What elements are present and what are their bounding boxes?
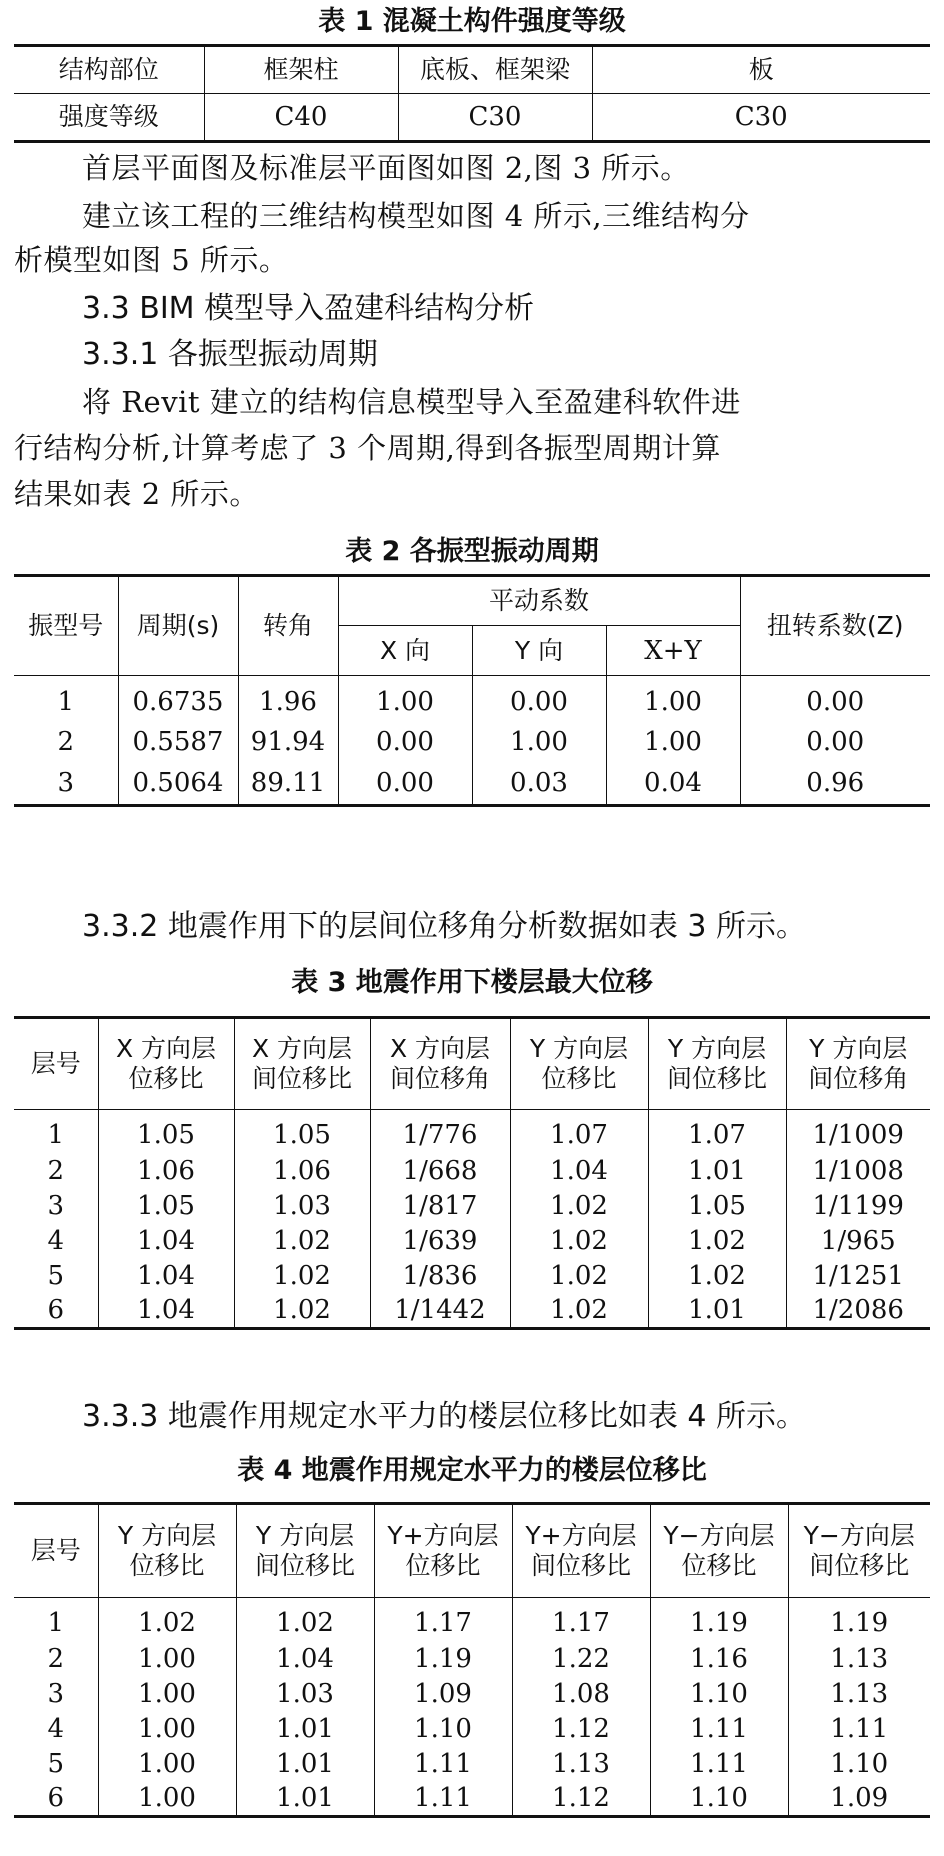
table-row [14, 1712, 930, 1747]
table-header-cell: Y+方向层 位移比 [374, 1504, 512, 1598]
table-cell: 0.00 [806, 726, 865, 757]
paragraph: 建立该工程的三维结构模型如图 4 所示,三维结构分 [82, 199, 750, 233]
table-cell: C30 [734, 102, 788, 132]
table-cell: 0.5064 [118, 762, 238, 806]
table-row [14, 1782, 930, 1817]
table-row [14, 94, 930, 142]
table-header-cell: X 方向层 间位移角 [370, 1018, 510, 1110]
table-cell: 1.07 [648, 1110, 786, 1154]
table-cell: 0.00 [338, 722, 472, 762]
table-cell: 1 [14, 1598, 98, 1642]
table-header-cell: 振型号 [14, 576, 118, 676]
table-cell: 1.13 [512, 1747, 650, 1782]
table-cell: 1.11 [374, 1782, 512, 1817]
table-cell: 3 [14, 1677, 98, 1712]
table-cell: 0.6735 [118, 676, 238, 722]
table-cell: 1.02 [98, 1598, 236, 1642]
table-cell: C40 [204, 94, 398, 142]
table-header-cell: X 方向层 位移比 [98, 1018, 234, 1110]
table-row [14, 722, 930, 762]
paragraph: 析模型如图 5 所示。 [14, 243, 289, 277]
table-cell: 1.03 [234, 1189, 370, 1224]
table-cell: 1.04 [98, 1224, 234, 1259]
table-cell: 0.5587 [118, 722, 238, 762]
table2-caption: 表 2 各振型振动周期 [345, 536, 599, 567]
table-header-cell: 转角 [238, 576, 338, 676]
paragraph: 3.3.2 地震作用下的层间位移角分析数据如表 3 所示。 [82, 909, 807, 944]
table-cell: 框架柱 [204, 46, 398, 94]
table-row [14, 46, 930, 94]
table-cell: 1.09 [830, 1783, 889, 1814]
table-cell: 1.16 [650, 1642, 788, 1677]
table-cell: 2 [14, 1642, 98, 1677]
table-cell: 1.17 [512, 1598, 650, 1642]
table-cell: 1.02 [510, 1224, 648, 1259]
table-cell: 1.00 [338, 676, 472, 722]
table-cell: 1.00 [98, 1747, 236, 1782]
table-row [14, 1677, 930, 1712]
table-cell: 1/668 [370, 1154, 510, 1189]
table3 [14, 1016, 930, 1330]
table-cell: 1.04 [98, 1259, 234, 1294]
table-header-row [14, 1018, 930, 1110]
table-cell: 1.01 [236, 1712, 374, 1747]
paragraph: 行结构分析,计算考虑了 3 个周期,得到各振型周期计算 [14, 431, 721, 465]
table-cell: 1.06 [234, 1154, 370, 1189]
table-cell: 1.04 [510, 1154, 648, 1189]
table-cell: 1.05 [98, 1189, 234, 1224]
table-cell: 1.10 [374, 1712, 512, 1747]
table-cell: 1 [14, 1110, 98, 1154]
table-cell: 强度等级 [14, 94, 204, 142]
table1-caption: 表 1 混凝土构件强度等级 [318, 6, 626, 37]
table-header-cell: X 向 [338, 626, 472, 676]
table-cell: 3 [14, 1189, 98, 1224]
table-cell: 1.19 [830, 1607, 889, 1638]
table-row [14, 1747, 930, 1782]
table-cell: 1/1008 [812, 1156, 904, 1186]
table-cell: 底板、框架梁 [398, 46, 592, 94]
table-cell: 1.04 [236, 1642, 374, 1677]
table-cell: 1.11 [830, 1714, 889, 1744]
table-cell: 1.09 [374, 1677, 512, 1712]
table-cell: 1.08 [512, 1677, 650, 1712]
table-cell: 1.04 [98, 1294, 234, 1329]
paragraph: 结果如表 2 所示。 [14, 477, 259, 511]
table-cell: 1/836 [370, 1259, 510, 1294]
table-cell: 1/817 [370, 1189, 510, 1224]
table-cell: 0.04 [606, 762, 740, 806]
table-row [14, 1598, 930, 1642]
table-cell: 1.00 [98, 1642, 236, 1677]
table-header-cell: Y 方向层 间位移角 [786, 1018, 930, 1110]
table-header-cell: Y−方向层 间位移比 [788, 1504, 930, 1598]
table-cell: 1.07 [510, 1110, 648, 1154]
table-cell: 1.02 [234, 1224, 370, 1259]
table-header-cell: Y 向 [472, 626, 606, 676]
table-cell: 3 [14, 762, 118, 806]
table-cell: 1/1251 [812, 1261, 904, 1291]
table-header-cell: Y+方向层 间位移比 [512, 1504, 650, 1598]
table-cell: 1.19 [374, 1642, 512, 1677]
paragraph: 首层平面图及标准层平面图如图 2,图 3 所示。 [82, 151, 690, 185]
table-cell: 1.00 [606, 722, 740, 762]
table-cell: 1.01 [236, 1782, 374, 1817]
table-cell: 2 [14, 1154, 98, 1189]
table-cell: 89.11 [238, 762, 338, 806]
table-cell: 1/2086 [812, 1295, 904, 1326]
table-row [14, 1642, 930, 1677]
table-cell: 1.19 [650, 1598, 788, 1642]
table-cell: 结构部位 [14, 46, 204, 94]
table-header-cell: 周期(s) [118, 576, 238, 676]
table-cell: 1.13 [830, 1644, 889, 1674]
table-cell: 1.00 [98, 1677, 236, 1712]
table-cell: 1/639 [370, 1224, 510, 1259]
table-cell: 1.02 [234, 1294, 370, 1329]
table-cell: 1 [14, 676, 118, 722]
table-cell: 1.13 [830, 1679, 889, 1709]
table-header-cell: Y 方向层 位移比 [98, 1504, 236, 1598]
table-cell: 1.10 [650, 1677, 788, 1712]
table-cell: 5 [14, 1259, 98, 1294]
table-row [14, 1259, 930, 1294]
table-cell: 1.00 [98, 1712, 236, 1747]
table-cell: C30 [398, 94, 592, 142]
table-cell: 1.10 [650, 1782, 788, 1817]
table-cell: 1.02 [234, 1259, 370, 1294]
table-cell: 1.02 [236, 1598, 374, 1642]
table-cell: 1/776 [370, 1110, 510, 1154]
table-header-cell: Y 方向层 间位移比 [236, 1504, 374, 1598]
table-cell: 1.11 [650, 1747, 788, 1782]
paragraph: 将 Revit 建立的结构信息模型导入至盈建科软件进 [82, 385, 741, 419]
table-header-cell: 扭转系数(Z) [740, 576, 930, 676]
table2 [14, 574, 930, 807]
table-cell: 0.00 [338, 762, 472, 806]
table-cell: 1.11 [374, 1747, 512, 1782]
table-cell: 5 [14, 1747, 98, 1782]
table-cell: 1.02 [510, 1294, 648, 1329]
table-cell: 6 [14, 1782, 98, 1817]
table-cell: 1.02 [510, 1189, 648, 1224]
table-cell: 1.02 [648, 1224, 786, 1259]
table1 [14, 44, 930, 143]
table-cell: 1.01 [236, 1747, 374, 1782]
table-cell: 1.96 [238, 676, 338, 722]
table-cell: 1.02 [648, 1259, 786, 1294]
table-cell: 1/965 [820, 1226, 896, 1256]
table-cell: 1.12 [512, 1712, 650, 1747]
table-cell: 0.00 [806, 686, 865, 717]
table-cell: 1.02 [510, 1259, 648, 1294]
table-cell: 1.01 [648, 1154, 786, 1189]
table-cell: 0.03 [472, 762, 606, 806]
table-row [14, 762, 930, 806]
table-cell: 6 [14, 1294, 98, 1329]
table-cell: 1.00 [472, 722, 606, 762]
table-cell: 1.22 [512, 1642, 650, 1677]
table-cell: 0.00 [472, 676, 606, 722]
table4 [14, 1502, 930, 1818]
table-cell: 板 [748, 55, 774, 84]
table-cell: 1.01 [648, 1294, 786, 1329]
table-cell: 1/1442 [370, 1294, 510, 1329]
table3-caption: 表 3 地震作用下楼层最大位移 [291, 967, 653, 998]
table-cell: 1.11 [650, 1712, 788, 1747]
table-cell: 1.00 [98, 1782, 236, 1817]
table-row [14, 576, 930, 626]
table-row [14, 1189, 930, 1224]
table-header-group: 平动系数 [338, 576, 740, 626]
table-header-cell: 层号 [14, 1504, 98, 1598]
table-cell: 4 [14, 1224, 98, 1259]
table-header-cell: Y 方向层 位移比 [510, 1018, 648, 1110]
table-cell: 4 [14, 1712, 98, 1747]
table-row [14, 1110, 930, 1154]
table-header-cell: X+Y [606, 626, 740, 676]
table-cell: 1.12 [512, 1782, 650, 1817]
table-cell: 1/1199 [812, 1191, 904, 1221]
table-cell: 1/1009 [812, 1119, 904, 1150]
table-row [14, 1294, 930, 1329]
table-cell: 91.94 [238, 722, 338, 762]
section-heading: 3.3 BIM 模型导入盈建科结构分析 [82, 291, 535, 326]
table-header-cell: Y−方向层 位移比 [650, 1504, 788, 1598]
table-cell: 1.00 [606, 676, 740, 722]
table-cell: 1.10 [830, 1749, 889, 1779]
table-cell: 2 [14, 722, 118, 762]
paragraph: 3.3.3 地震作用规定水平力的楼层位移比如表 4 所示。 [82, 1399, 807, 1434]
table-cell: 1.05 [648, 1189, 786, 1224]
subsection-heading: 3.3.1 各振型振动周期 [82, 337, 378, 372]
table-cell: 1.05 [234, 1110, 370, 1154]
table-cell: 1.03 [236, 1677, 374, 1712]
table-header-cell: Y 方向层 间位移比 [648, 1018, 786, 1110]
table-cell: 1.05 [98, 1110, 234, 1154]
table-header-cell: X 方向层 间位移比 [234, 1018, 370, 1110]
table-row [14, 1224, 930, 1259]
table-header-cell: 层号 [14, 1018, 98, 1110]
table-header-row [14, 1504, 930, 1598]
table-row [14, 1154, 930, 1189]
table-cell: 1.06 [98, 1154, 234, 1189]
table-cell: 1.17 [374, 1598, 512, 1642]
table4-caption: 表 4 地震作用规定水平力的楼层位移比 [237, 1455, 707, 1486]
table-row [14, 676, 930, 722]
table-cell: 0.96 [806, 767, 865, 798]
